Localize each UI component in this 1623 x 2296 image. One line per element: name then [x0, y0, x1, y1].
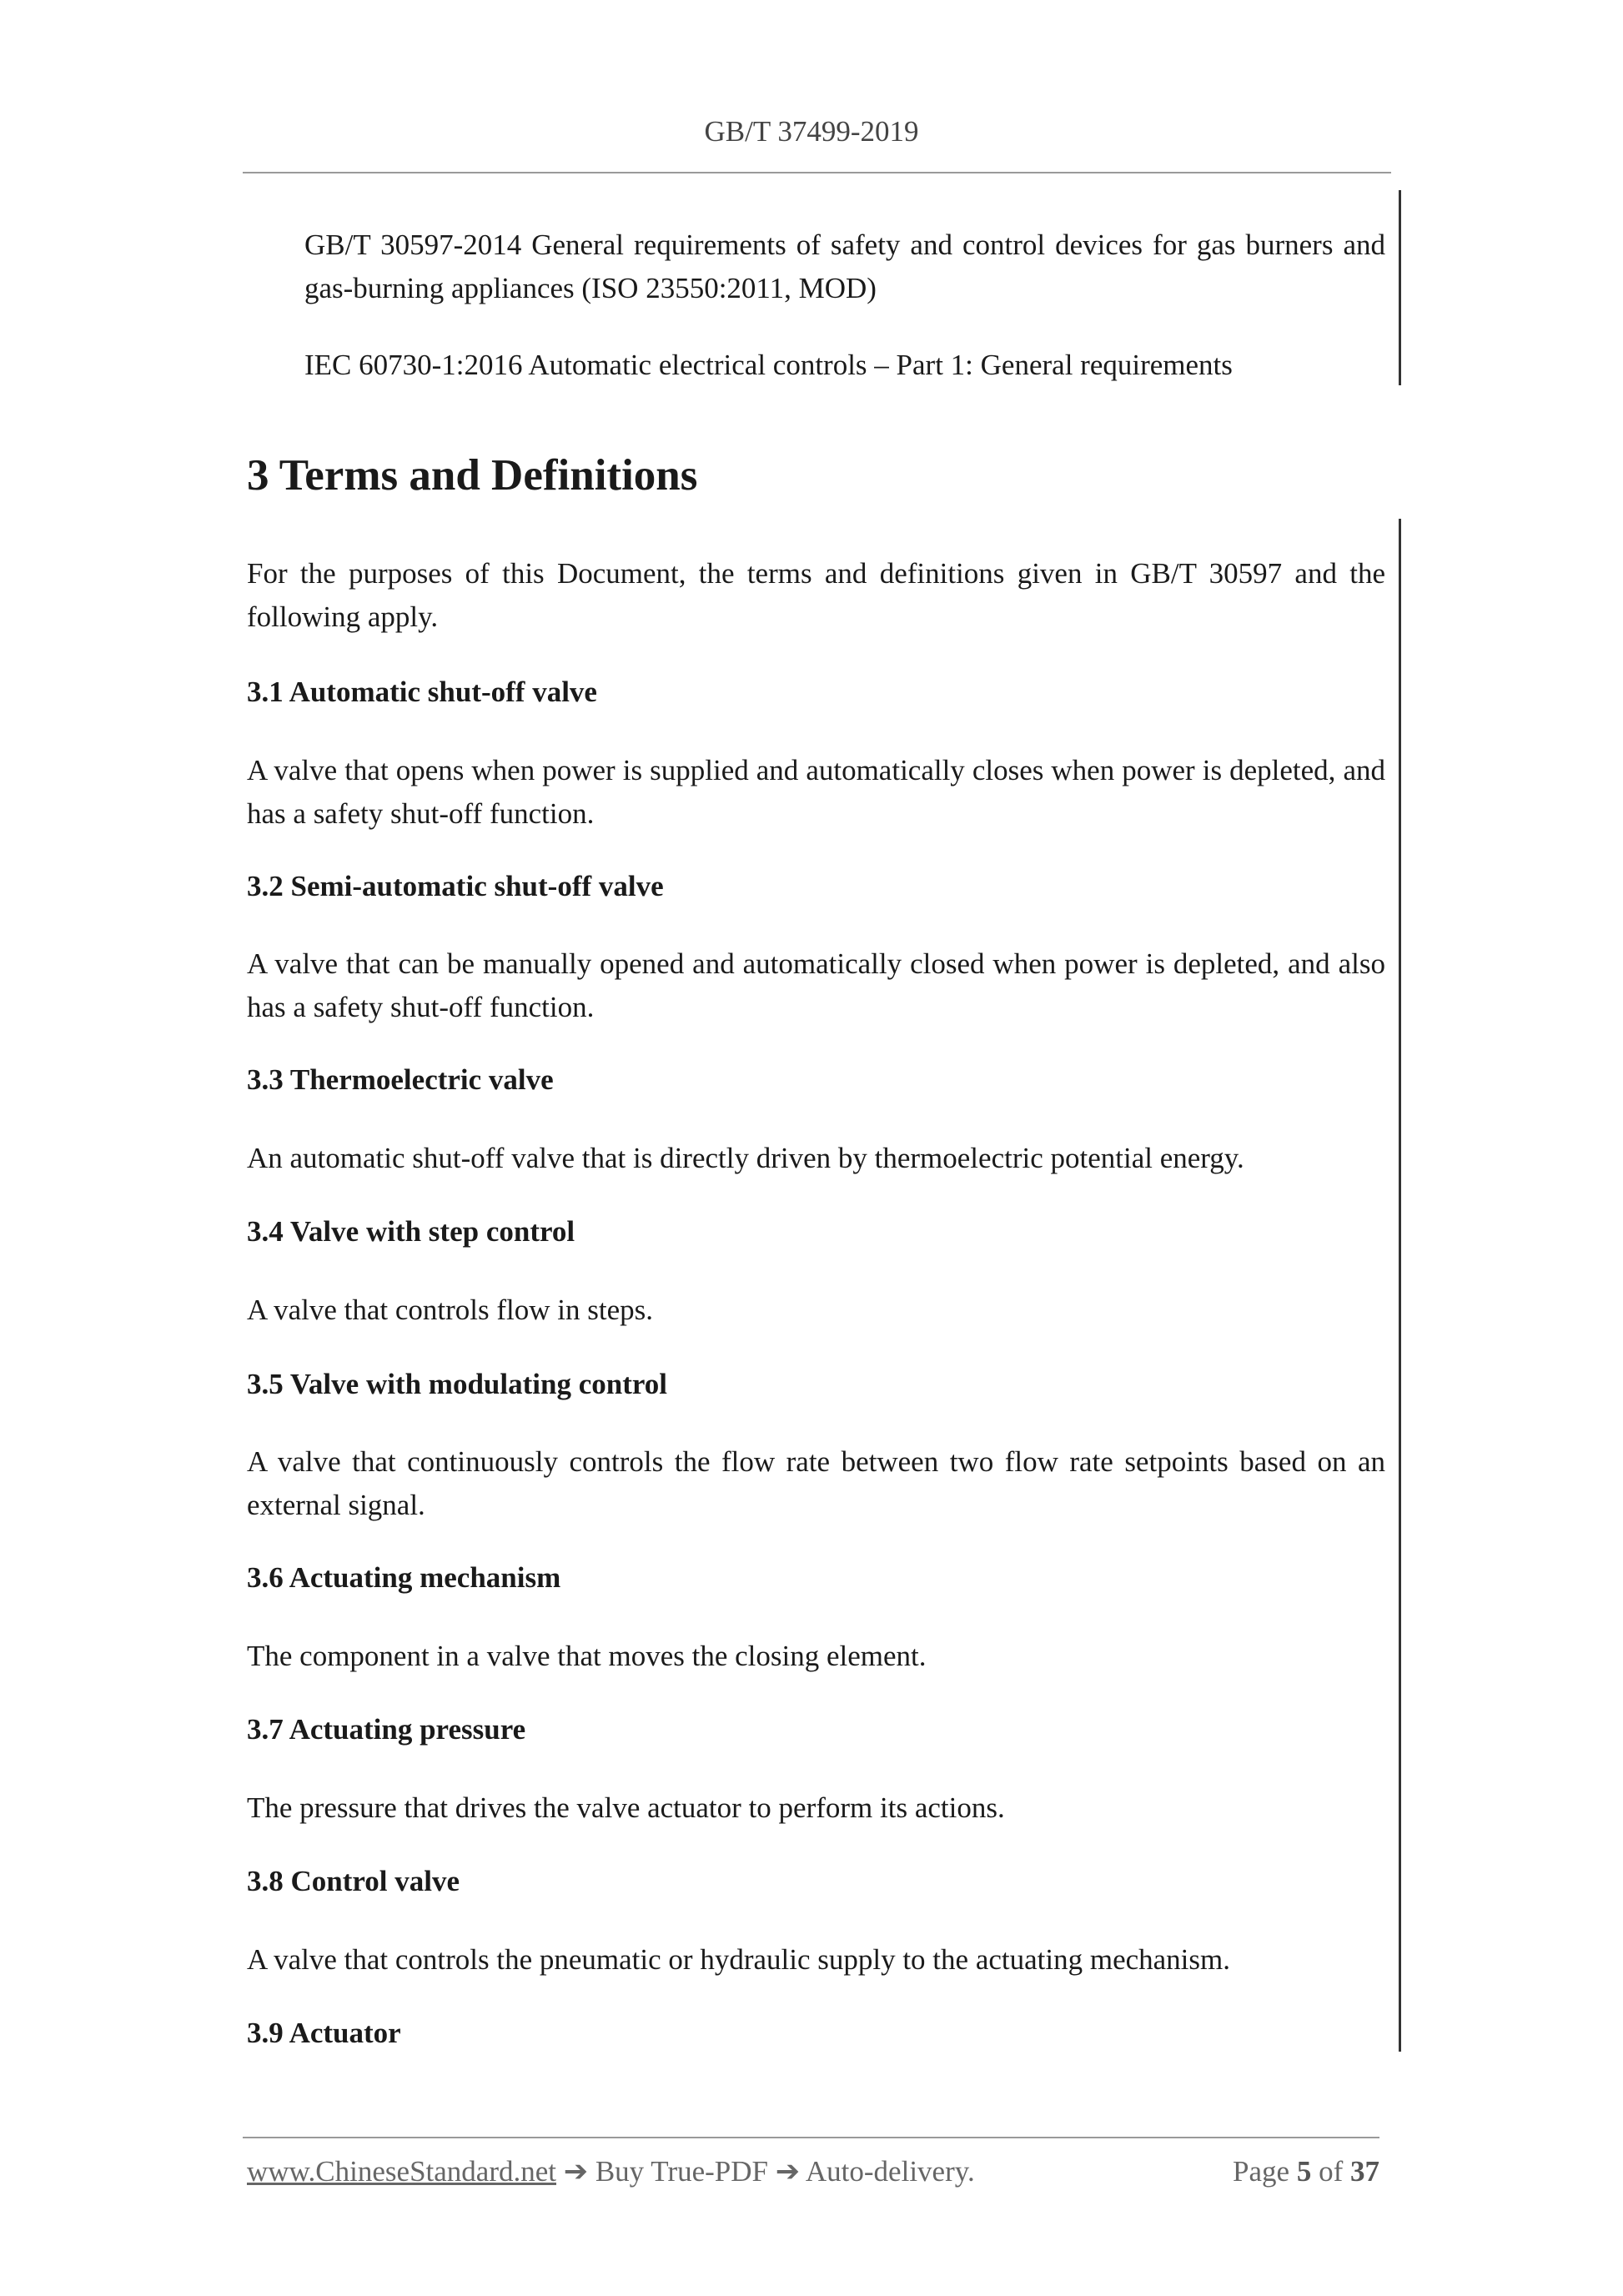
- page-label: Page: [1233, 2155, 1290, 2188]
- section-intro: For the purposes of this Document, the terms and definitions given in GB/T 30597 and the following apply.: [247, 557, 1385, 633]
- term-title: 3.6 Actuating mechanism: [247, 1561, 561, 1594]
- page-number: 5: [1296, 2155, 1312, 2188]
- chinese-standard-link[interactable]: www.ChineseStandard.net: [247, 2155, 556, 2188]
- footer-promo-buy: Buy True-PDF: [595, 2155, 768, 2188]
- term-title: 3.1 Automatic shut-off valve: [247, 676, 597, 708]
- header-divider: [243, 172, 1391, 173]
- term-title: 3.5 Valve with modulating control: [247, 1368, 667, 1400]
- term-definition: A valve that controls flow in steps.: [247, 1294, 654, 1326]
- term-title: 3.9 Actuator: [247, 2017, 401, 2049]
- term-definition: The pressure that drives the valve actuator to perform its actions.: [247, 1791, 1005, 1824]
- arrow-right-icon: ➔: [775, 2155, 801, 2188]
- reference-gbt-30597: GB/T 30597-2014 General requirements of safety and control devices for gas burners and gas-burning appliances (ISO 23550:2011, MOD): [304, 229, 1385, 304]
- of-label: of: [1319, 2155, 1344, 2188]
- arrow-right-icon: ➔: [563, 2155, 589, 2188]
- term-definition: A valve that opens when power is supplied and automatically closes when power is depleted, and has a safety shut-off function.: [247, 754, 1385, 830]
- term-title: 3.4 Valve with step control: [247, 1215, 575, 1248]
- term-definition: A valve that controls the pneumatic or hydraulic supply to the actuating mechanism.: [247, 1943, 1230, 1976]
- footer-divider: [243, 2137, 1379, 2138]
- section-heading: 3 Terms and Definitions: [247, 451, 698, 500]
- page-indicator: [1233, 2155, 1379, 2188]
- reference-iec-60730: IEC 60730-1:2016 Automatic electrical controls – Part 1: General requirements: [304, 349, 1233, 381]
- footer-promo-delivery: Auto-delivery.: [805, 2155, 975, 2188]
- revision-change-bar: [1399, 190, 1401, 385]
- revision-change-bar: [1399, 519, 1401, 2052]
- term-title: 3.3 Thermoelectric valve: [247, 1063, 554, 1096]
- term-title: 3.8 Control valve: [247, 1865, 460, 1897]
- term-title: 3.7 Actuating pressure: [247, 1713, 526, 1746]
- document-id-header: GB/T 37499-2019: [704, 115, 919, 148]
- term-definition: An automatic shut-off valve that is directly driven by thermoelectric potential energy.: [247, 1142, 1244, 1174]
- page-total: 37: [1350, 2155, 1379, 2188]
- term-definition: The component in a valve that moves the closing element.: [247, 1640, 927, 1672]
- term-definition: A valve that can be manually opened and automatically closed when power is depleted, and also has a safety shut-off function.: [247, 947, 1385, 1023]
- term-title: 3.2 Semi-automatic shut-off valve: [247, 870, 664, 902]
- term-definition: A valve that continuously controls the flow rate between two flow rate setpoints based on an external signal.: [247, 1445, 1385, 1521]
- footer-promo: [247, 2155, 975, 2188]
